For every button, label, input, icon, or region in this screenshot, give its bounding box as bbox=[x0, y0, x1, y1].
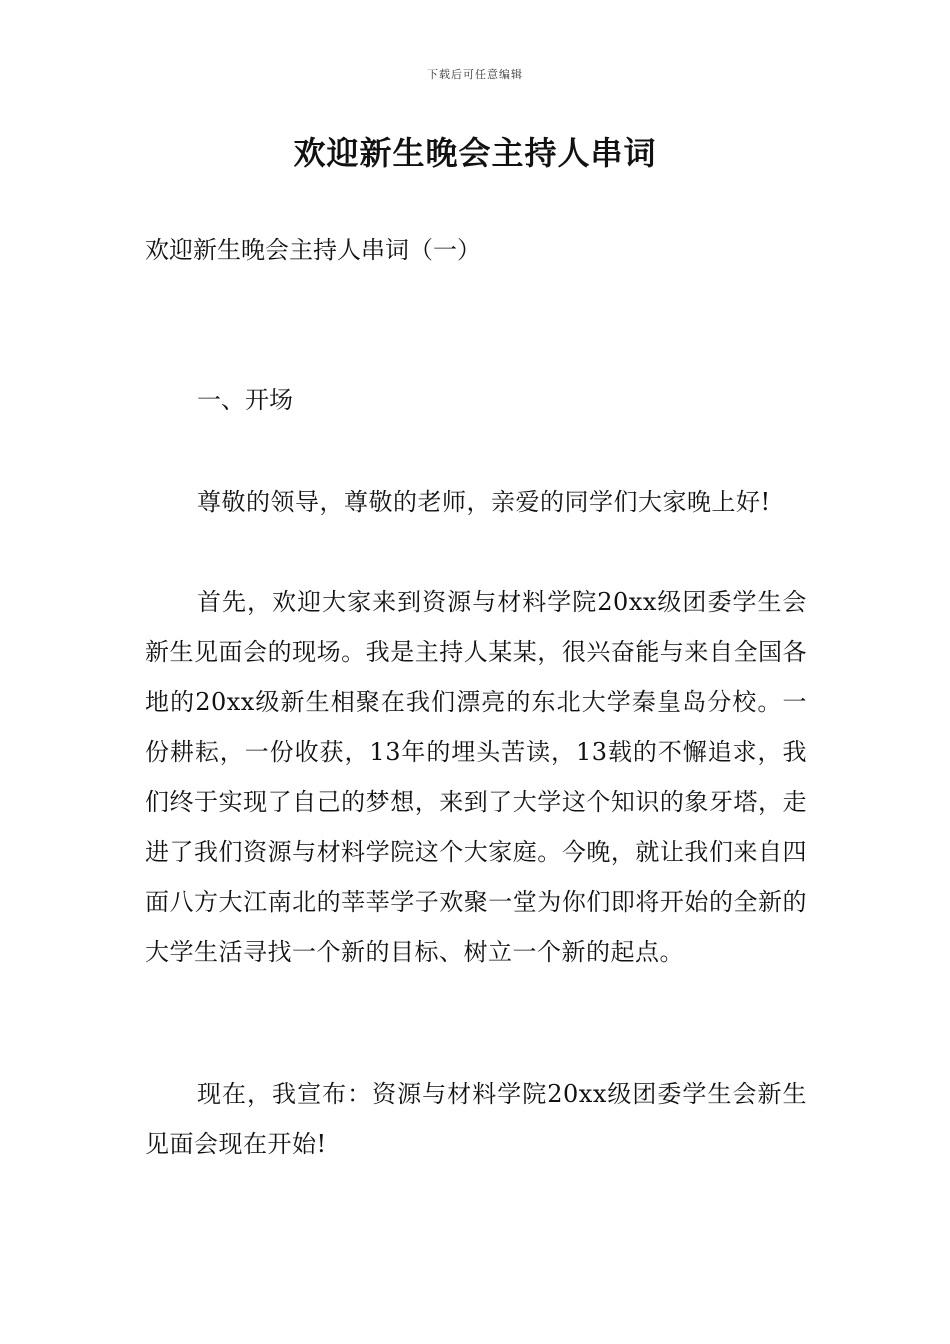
document-title: 欢迎新生晚会主持人串词 bbox=[293, 134, 657, 172]
paragraph-greeting: 尊敬的领导，尊敬的老师，亲爱的同学们大家晚上好! bbox=[197, 488, 771, 516]
paragraph-announcement: 现在，我宣布：资源与材料学院20xx级团委学生会新生见面会现在开始! bbox=[145, 1080, 807, 1158]
header-note: 下载后可任意编辑 bbox=[427, 68, 523, 81]
paragraph-introduction: 首先，欢迎大家来到资源与材料学院20xx级团委学生会新生见面会的现场。我是主持人某某，很兴奋能与来自全国各地的20xx级新生相聚在我们漂亮的东北大学秦皇岛分校。一份耕耘，一份收获，13年的埋头苦读，13载的不懈追求，我们终于实现了自己的梦想，来到了大学这个知识的象牙塔，走进了我们资源与材料学院这个大家庭。今晚，就让我们来自四面八方大江南北的莘莘学子欢聚一堂为你们即将开始的全新的大学生活寻找一个新的目标、树立一个新的起点。 bbox=[145, 588, 807, 966]
section-heading: 一、开场 bbox=[197, 386, 293, 414]
document-subtitle: 欢迎新生晚会主持人串词（一） bbox=[145, 236, 481, 264]
